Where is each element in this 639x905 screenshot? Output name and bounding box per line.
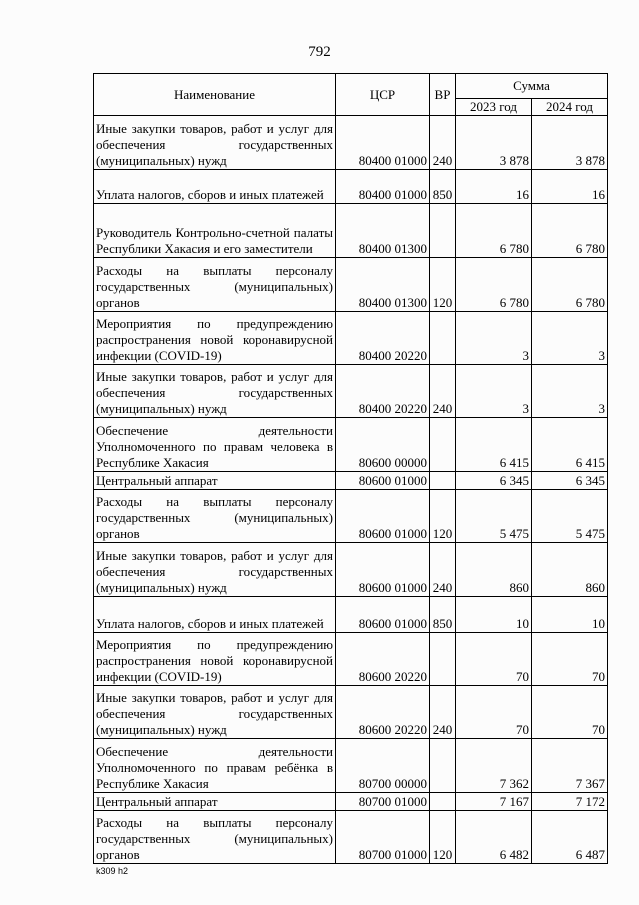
footer-code: k309 h2 xyxy=(96,866,129,876)
row-sum-2023: 6 780 xyxy=(456,204,532,258)
row-vr: 850 xyxy=(430,597,456,633)
row-vr xyxy=(430,418,456,472)
header-vr: ВР xyxy=(430,74,456,116)
row-sum-2024: 860 xyxy=(532,543,608,597)
row-csr: 80600 01000 xyxy=(336,490,430,543)
header-sum: Сумма xyxy=(456,74,608,99)
row-sum-2023: 6 482 xyxy=(456,811,532,864)
row-vr: 120 xyxy=(430,258,456,312)
row-vr: 850 xyxy=(430,170,456,204)
table-row xyxy=(94,418,608,472)
row-name: Иные закупки товаров, работ и услуг для обеспечения государственных (муниципальных) нужд xyxy=(94,686,336,739)
row-sum-2023: 7 362 xyxy=(456,739,532,793)
table-row xyxy=(94,490,608,543)
row-vr: 120 xyxy=(430,811,456,864)
table-row xyxy=(94,258,608,312)
row-vr xyxy=(430,793,456,811)
row-csr: 80400 20220 xyxy=(336,365,430,418)
header-year-2023: 2023 год xyxy=(456,99,532,116)
row-name: Центральный аппарат xyxy=(94,793,336,811)
row-sum-2024: 6 780 xyxy=(532,204,608,258)
row-csr: 80400 01000 xyxy=(336,116,430,170)
table-row xyxy=(94,739,608,793)
row-name: Уплата налогов, сборов и иных платежей xyxy=(94,597,336,633)
table-row xyxy=(94,312,608,365)
row-csr: 80400 01000 xyxy=(336,170,430,204)
table-row xyxy=(94,543,608,597)
row-sum-2023: 6 415 xyxy=(456,418,532,472)
row-csr: 80700 00000 xyxy=(336,739,430,793)
row-vr: 240 xyxy=(430,365,456,418)
row-vr: 120 xyxy=(430,490,456,543)
row-name: Расходы на выплаты персоналу государственных (муниципальных) органов xyxy=(94,490,336,543)
row-sum-2024: 7 172 xyxy=(532,793,608,811)
row-name: Мероприятия по предупреждению распространения новой коронавирусной инфекции (COVID-19) xyxy=(94,312,336,365)
row-sum-2024: 6 345 xyxy=(532,472,608,490)
row-sum-2023: 3 xyxy=(456,365,532,418)
row-name: Иные закупки товаров, работ и услуг для обеспечения государственных (муниципальных) нужд xyxy=(94,116,336,170)
row-csr: 80600 20220 xyxy=(336,686,430,739)
row-csr: 80600 20220 xyxy=(336,633,430,686)
row-vr: 240 xyxy=(430,686,456,739)
row-csr: 80600 01000 xyxy=(336,597,430,633)
table-row xyxy=(94,633,608,686)
table-row xyxy=(94,811,608,864)
row-sum-2024: 6 415 xyxy=(532,418,608,472)
row-name: Уплата налогов, сборов и иных платежей xyxy=(94,170,336,204)
row-sum-2024: 70 xyxy=(532,686,608,739)
table-row xyxy=(94,686,608,739)
row-vr: 240 xyxy=(430,543,456,597)
row-vr xyxy=(430,312,456,365)
header-csr: ЦСР xyxy=(336,74,430,116)
row-name: Мероприятия по предупреждению распространения новой коронавирусной инфекции (COVID-19) xyxy=(94,633,336,686)
row-sum-2023: 70 xyxy=(456,633,532,686)
table-row xyxy=(94,597,608,633)
row-name: Расходы на выплаты персоналу государственных (муниципальных) органов xyxy=(94,811,336,864)
row-csr: 80600 01000 xyxy=(336,472,430,490)
row-sum-2024: 6 487 xyxy=(532,811,608,864)
row-name: Обеспечение деятельности Уполномоченного по правам ребёнка в Республике Хакасия xyxy=(94,739,336,793)
row-sum-2023: 16 xyxy=(456,170,532,204)
row-name: Руководитель Контрольно-счетной палаты Республики Хакасия и его заместители xyxy=(94,204,336,258)
row-csr: 80700 01000 xyxy=(336,793,430,811)
table-row xyxy=(94,116,608,170)
row-sum-2024: 6 780 xyxy=(532,258,608,312)
budget-table xyxy=(93,73,608,864)
row-sum-2023: 3 878 xyxy=(456,116,532,170)
row-csr: 80600 00000 xyxy=(336,418,430,472)
table-row xyxy=(94,472,608,490)
row-csr: 80600 01000 xyxy=(336,543,430,597)
page-number: 792 xyxy=(308,44,331,60)
row-sum-2023: 860 xyxy=(456,543,532,597)
row-csr: 80400 01300 xyxy=(336,204,430,258)
row-sum-2023: 3 xyxy=(456,312,532,365)
row-csr: 80700 01000 xyxy=(336,811,430,864)
row-csr: 80400 20220 xyxy=(336,312,430,365)
row-vr xyxy=(430,739,456,793)
table-row xyxy=(94,365,608,418)
row-sum-2024: 3 xyxy=(532,365,608,418)
row-sum-2024: 3 xyxy=(532,312,608,365)
row-vr xyxy=(430,472,456,490)
row-sum-2024: 10 xyxy=(532,597,608,633)
row-sum-2024: 70 xyxy=(532,633,608,686)
row-sum-2024: 7 367 xyxy=(532,739,608,793)
header-name: Наименование xyxy=(94,74,336,116)
table-row xyxy=(94,793,608,811)
row-sum-2023: 5 475 xyxy=(456,490,532,543)
row-sum-2023: 6 345 xyxy=(456,472,532,490)
row-name: Иные закупки товаров, работ и услуг для обеспечения государственных (муниципальных) нужд xyxy=(94,543,336,597)
row-name: Расходы на выплаты персоналу государственных (муниципальных) органов xyxy=(94,258,336,312)
row-csr: 80400 01300 xyxy=(336,258,430,312)
row-name: Обеспечение деятельности Уполномоченного по правам человека в Республике Хакасия xyxy=(94,418,336,472)
table-row xyxy=(94,170,608,204)
row-name: Центральный аппарат xyxy=(94,472,336,490)
header-year-2024: 2024 год xyxy=(532,99,608,116)
row-name: Иные закупки товаров, работ и услуг для обеспечения государственных (муниципальных) нужд xyxy=(94,365,336,418)
row-vr: 240 xyxy=(430,116,456,170)
row-sum-2023: 6 780 xyxy=(456,258,532,312)
row-sum-2024: 16 xyxy=(532,170,608,204)
row-sum-2024: 3 878 xyxy=(532,116,608,170)
row-vr xyxy=(430,204,456,258)
row-sum-2024: 5 475 xyxy=(532,490,608,543)
row-sum-2023: 7 167 xyxy=(456,793,532,811)
row-vr xyxy=(430,633,456,686)
table-row xyxy=(94,204,608,258)
row-sum-2023: 10 xyxy=(456,597,532,633)
row-sum-2023: 70 xyxy=(456,686,532,739)
